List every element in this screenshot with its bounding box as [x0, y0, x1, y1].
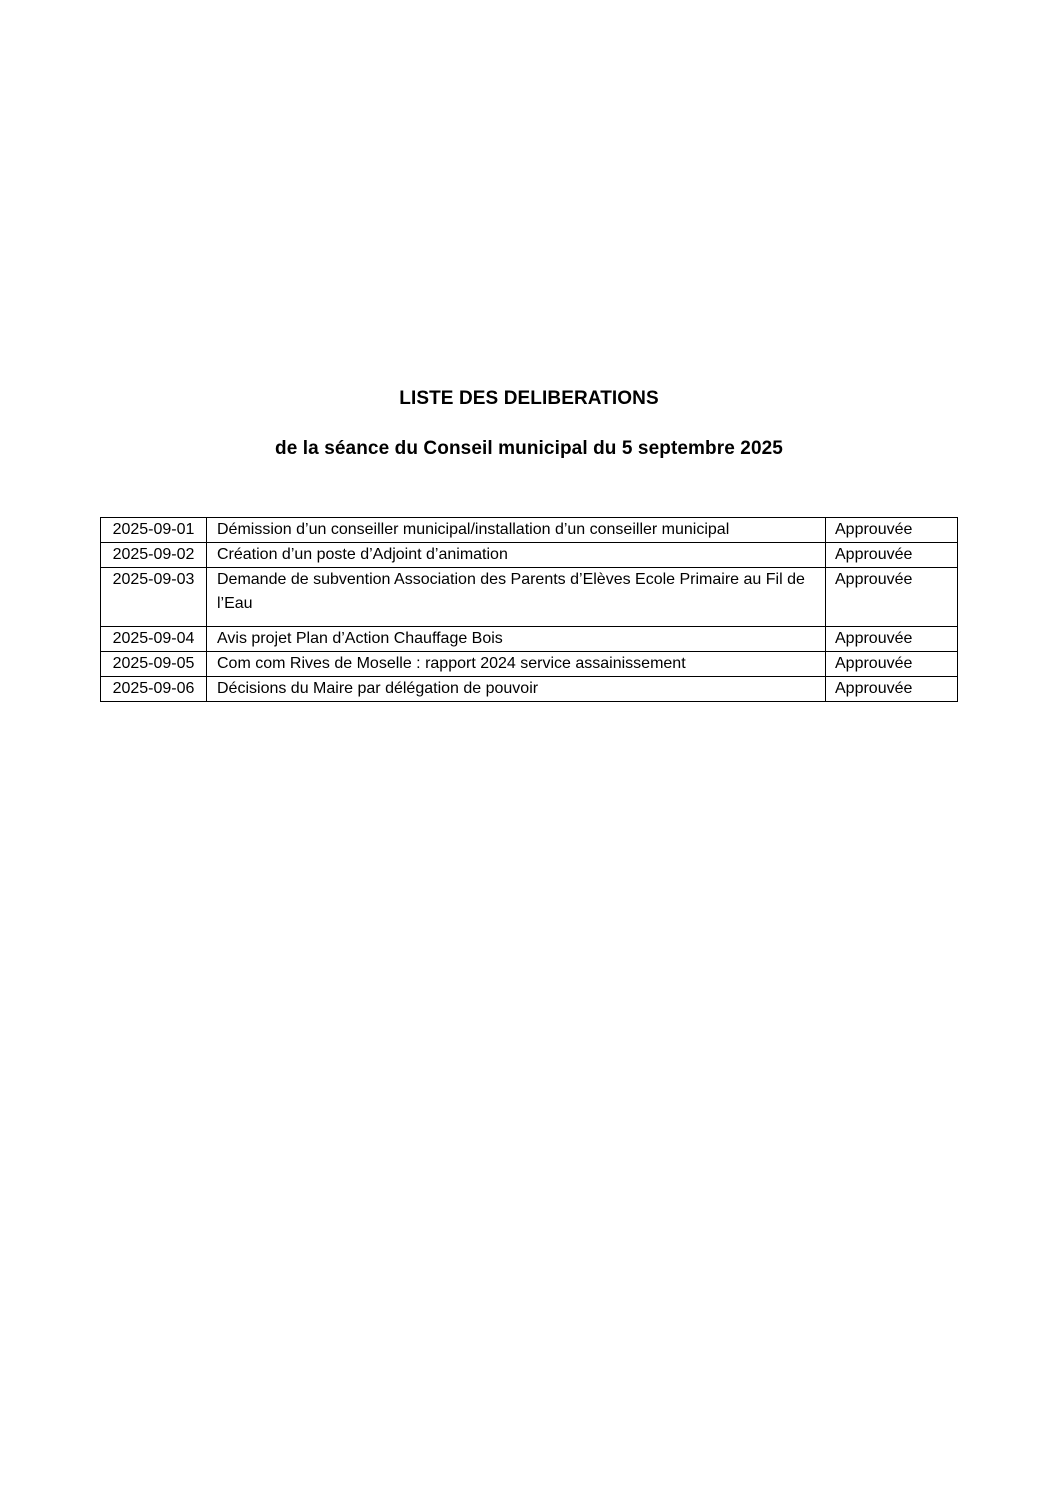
deliberation-status: Approuvée — [826, 677, 958, 702]
deliberation-subject: Demande de subvention Association des Parents d’Elèves Ecole Primaire au Fil de l’Eau — [207, 568, 826, 627]
table-row — [101, 568, 958, 627]
table-row — [101, 627, 958, 652]
table-row — [101, 543, 958, 568]
deliberation-subject: Com com Rives de Moselle : rapport 2024 service assainissement — [207, 652, 826, 677]
deliberation-subject: Décisions du Maire par délégation de pouvoir — [207, 677, 826, 702]
deliberation-subject: Création d’un poste d’Adjoint d’animation — [207, 543, 826, 568]
deliberation-status: Approuvée — [826, 627, 958, 652]
deliberation-status: Approuvée — [826, 652, 958, 677]
deliberation-status: Approuvée — [826, 568, 958, 627]
table-row — [101, 518, 958, 543]
deliberation-subject: Démission d’un conseiller municipal/installation d’un conseiller municipal — [207, 518, 826, 543]
deliberation-status: Approuvée — [826, 518, 958, 543]
deliberation-number: 2025-09-03 — [101, 568, 207, 627]
deliberations-table — [100, 517, 958, 702]
deliberation-status: Approuvée — [826, 543, 958, 568]
deliberation-number: 2025-09-06 — [101, 677, 207, 702]
deliberation-number: 2025-09-02 — [101, 543, 207, 568]
deliberation-subject: Avis projet Plan d’Action Chauffage Bois — [207, 627, 826, 652]
deliberation-number: 2025-09-05 — [101, 652, 207, 677]
table-row — [101, 677, 958, 702]
document-subtitle: de la séance du Conseil municipal du 5 septembre 2025 — [275, 438, 783, 459]
deliberation-number: 2025-09-01 — [101, 518, 207, 543]
deliberation-number: 2025-09-04 — [101, 627, 207, 652]
table-row — [101, 652, 958, 677]
document-title: LISTE DES DELIBERATIONS — [399, 388, 659, 409]
